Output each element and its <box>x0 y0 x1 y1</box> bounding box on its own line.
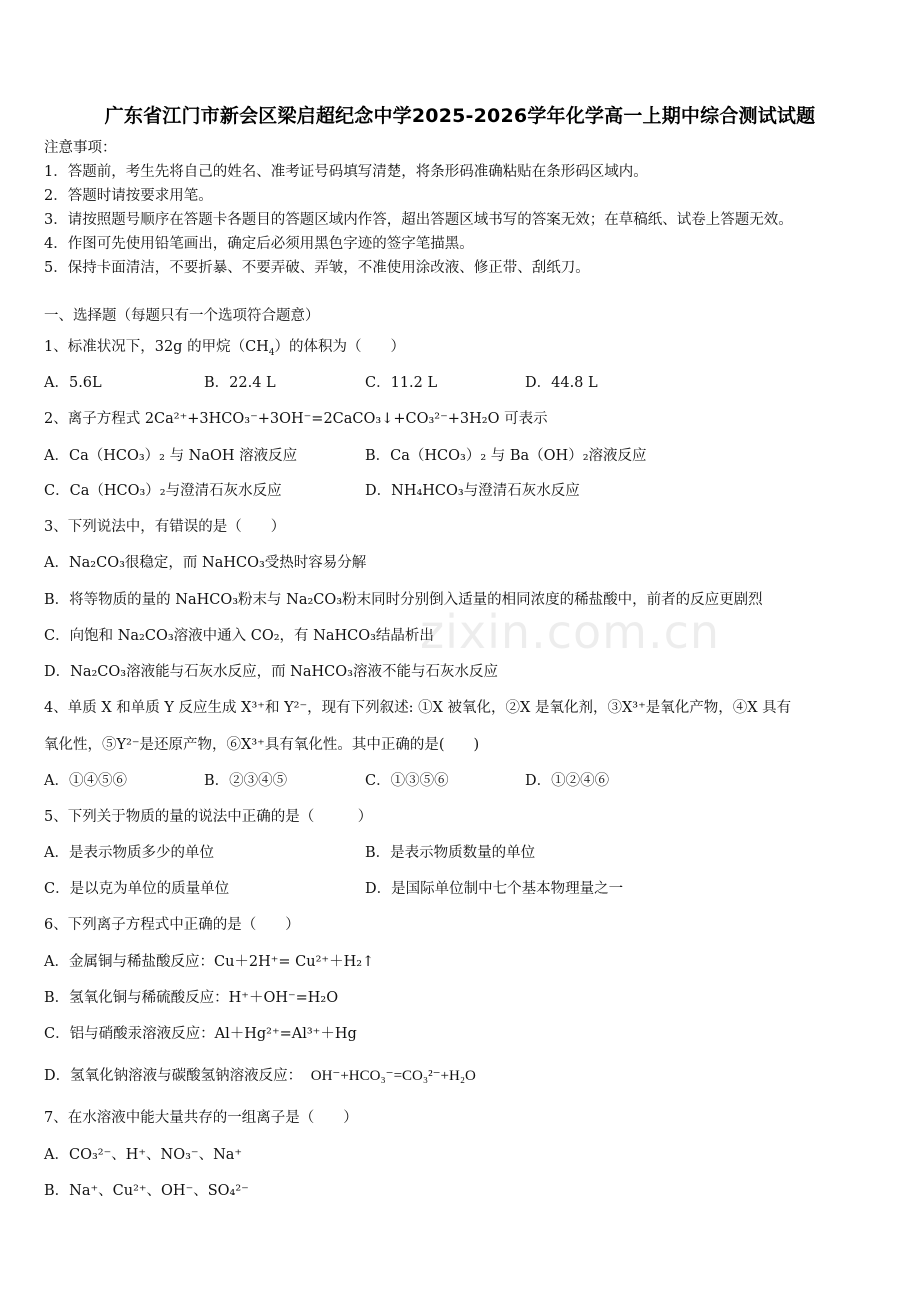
q5-option-c: C．是以克为单位的质量单位 <box>44 881 230 897</box>
q4-option-c: C．①③⑤⑥ <box>365 773 449 789</box>
q2-option-b: B．Ca（HCO₃）₂ 与 Ba（OH）₂溶液反应 <box>365 448 647 464</box>
q4-option-a: A．①④⑤⑥ <box>44 773 127 789</box>
q5-option-b: B．是表示物质数量的单位 <box>365 845 536 861</box>
note-item-3: 3．请按照题号顺序在答题卡各题目的答题区域内作答，超出答题区域书写的答案无效；在草稿纸、试卷上答题无效。 <box>44 212 793 228</box>
q6-option-c: C．铝与硝酸汞溶液反应：Al＋Hg²⁺=Al³⁺＋Hg <box>44 1026 357 1042</box>
notes-heading: 注意事项： <box>44 140 117 156</box>
question-4-stem-line2: 氧化性，⑤Y²⁻是还原产物，⑥X³⁺具有氧化性。其中正确的是( ) <box>44 737 480 753</box>
q5-option-d: D．是国际单位制中七个基本物理量之一 <box>365 881 624 897</box>
question-1-stem: 1、标准状况下，32g 的甲烷$(CH_4)$的体积为（ ） <box>44 339 406 358</box>
q1-option-a: A．5.6L <box>44 375 102 391</box>
question-2-stem: 2、离子方程式 2Ca²⁺+3HCO₃⁻+3OH⁻=2CaCO₃↓+CO₃²⁻+3H₂O 可表示 <box>44 411 548 427</box>
section-heading: 一、选择题（每题只有一个选项符合题意） <box>44 308 320 324</box>
q3-option-c: C．向饱和 Na₂CO₃溶液中通入 CO₂，有 NaHCO₃结晶析出 <box>44 628 434 644</box>
q2-option-a: A．Ca（HCO₃）₂ 与 NaOH 溶液反应 <box>44 448 298 464</box>
q7-option-b: B．Na⁺、Cu²⁺、OH⁻、SO₄²⁻ <box>44 1183 249 1199</box>
q6-option-d-text: D．氢氧化钠溶液与碳酸氢钠溶液反应： <box>44 1068 303 1084</box>
q1-option-c: C．11.2 L <box>365 375 438 391</box>
q7-option-a: A．CO₃²⁻、H⁺、NO₃⁻、Na⁺ <box>44 1147 243 1163</box>
q4-option-b: B．②③④⑤ <box>204 773 288 789</box>
q3-option-d: D．Na₂CO₃溶液能与石灰水反应，而 NaHCO₃溶液不能与石灰水反应 <box>44 664 498 680</box>
q6-option-d <box>44 1066 476 1086</box>
question-7-stem: 7、在水溶液中能大量共存的一组离子是（ ） <box>44 1110 358 1126</box>
question-3-stem: 3、下列说法中，有错误的是（ ） <box>44 519 286 535</box>
q3-option-a: A．Na₂CO₃很稳定，而 NaHCO₃受热时容易分解 <box>44 555 367 571</box>
q1-option-d: D．44.8 L <box>525 375 598 391</box>
q4-option-d: D．①②④⑥ <box>525 773 610 789</box>
watermark: zixin.com.cn <box>420 605 721 659</box>
page-title: 广东省江门市新会区梁启超纪念中学2025-2026学年化学高一上期中综合测试试题 <box>104 105 816 127</box>
q5-option-a: A．是表示物质多少的单位 <box>44 845 214 861</box>
note-item-4: 4．作图可先使用铅笔画出，确定后必须用黑色字迹的签字笔描黑。 <box>44 236 474 252</box>
question-4-stem-line1: 4、单质 X 和单质 Y 反应生成 X³⁺和 Y²⁻，现有下列叙述: ①X 被氧化，②X 是氧化剂，③X³⁺是氧化产物，④X 具有 <box>44 700 792 716</box>
note-item-2: 2．答题时请按要求用笔。 <box>44 188 213 204</box>
question-6-stem: 6、下列离子方程式中正确的是（ ） <box>44 917 300 933</box>
q1-option-b: B．22.4 L <box>204 375 276 391</box>
q6-option-a: A．金属铜与稀盐酸反应：Cu＋2H⁺= Cu²⁺＋H₂↑ <box>44 954 375 970</box>
q2-option-c: C．Ca（HCO₃）₂与澄清石灰水反应 <box>44 483 282 499</box>
note-item-5: 5．保持卡面清洁，不要折暴、不要弄破、弄皱，不准使用涂改液、修正带、刮纸刀。 <box>44 260 590 276</box>
q6-option-d-equation: OH⁻+HCO₃⁻=CO₃²⁻+H₂O <box>310 1068 476 1084</box>
q6-option-b: B．氢氧化铜与稀硫酸反应：H⁺＋OH⁻=H₂O <box>44 990 339 1006</box>
q2-option-d: D．NH₄HCO₃与澄清石灰水反应 <box>365 483 580 499</box>
note-item-1: 1．答题前，考生先将自己的姓名、准考证号码填写清楚，将条形码准确粘贴在条形码区域内。 <box>44 164 648 180</box>
q3-option-b: B．将等物质的量的 NaHCO₃粉末与 Na₂CO₃粉末同时分别倒入适量的相同浓度的稀盐酸中，前者的反应更剧烈 <box>44 592 763 608</box>
question-5-stem: 5、下列关于物质的量的说法中正确的是（ ） <box>44 809 373 825</box>
